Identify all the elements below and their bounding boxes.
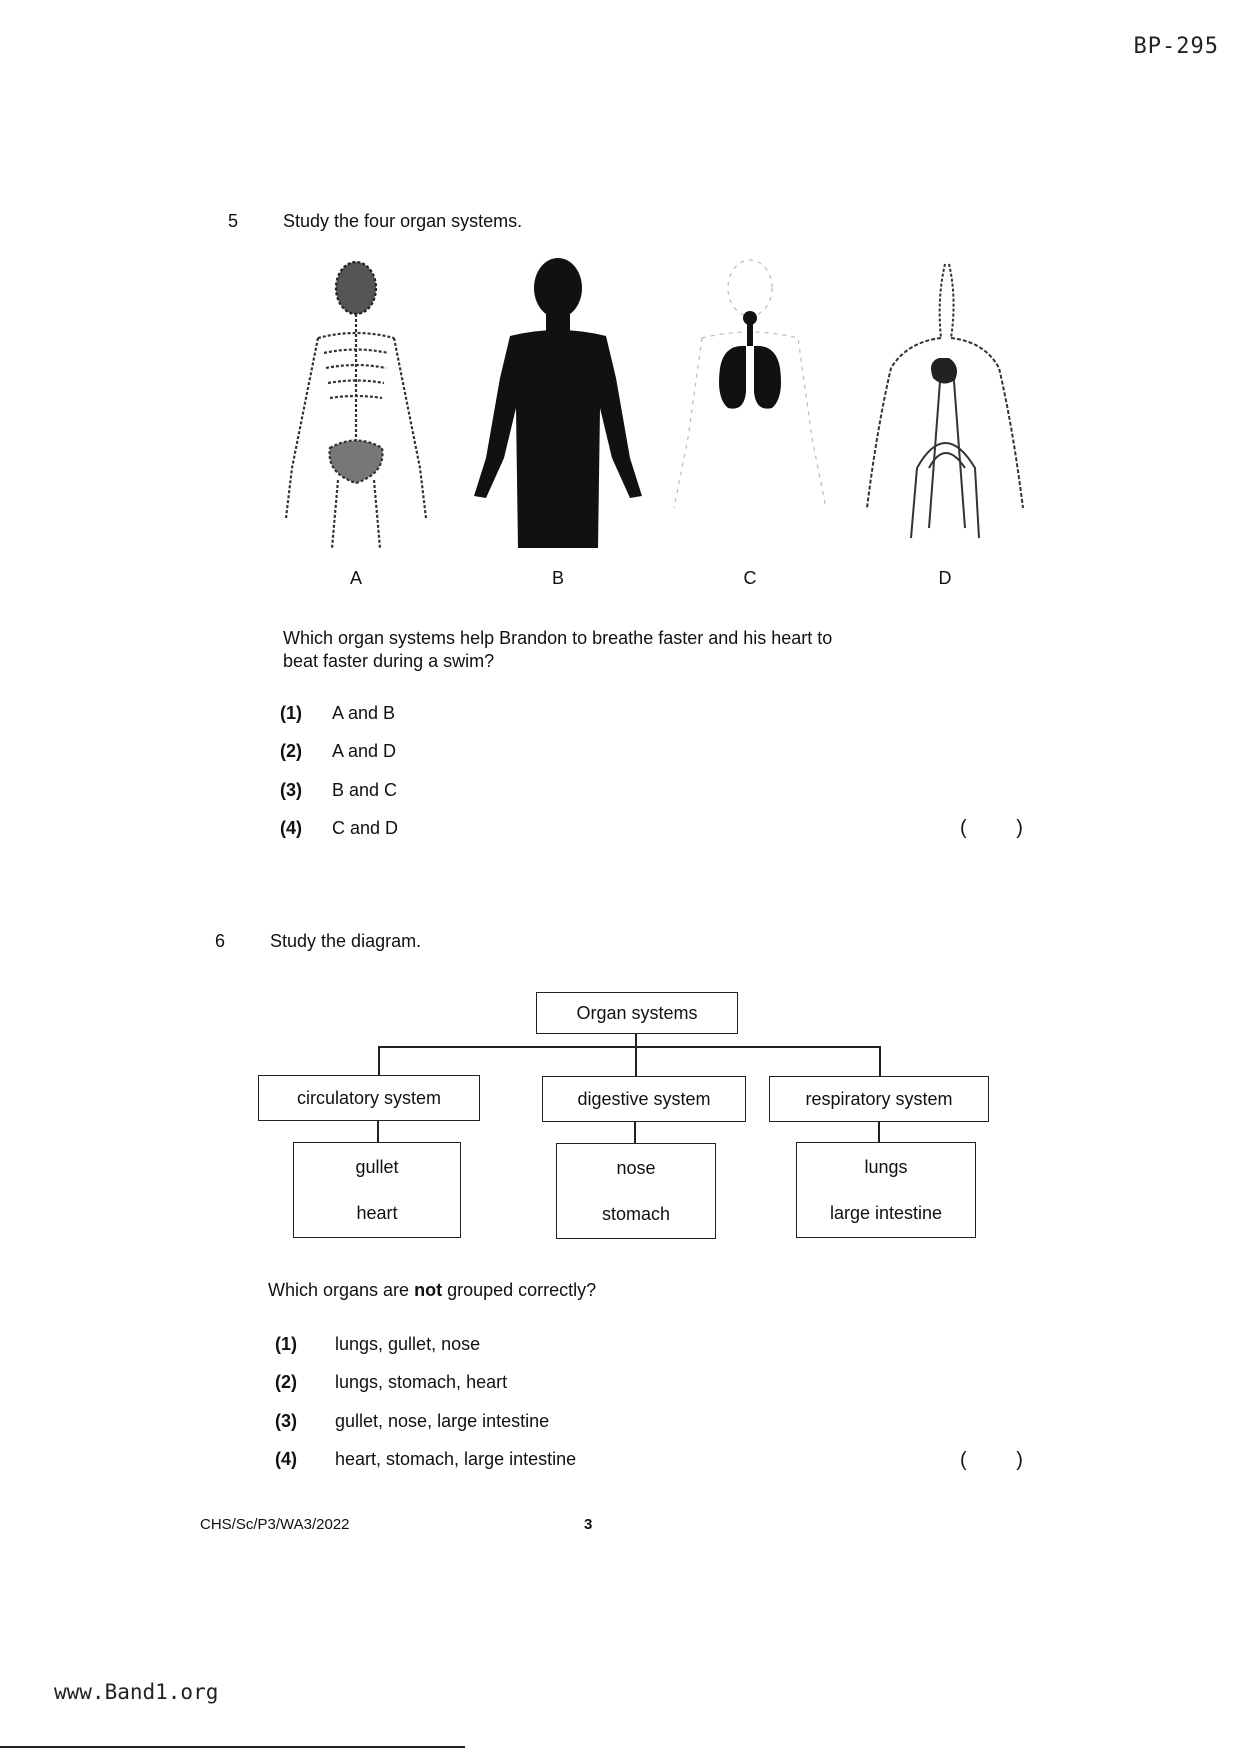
page-number: 3 — [584, 1516, 593, 1533]
figure-a-label: A — [349, 568, 362, 588]
category-digestive: digestive system — [542, 1076, 746, 1122]
organs-digestive — [556, 1143, 716, 1239]
q6-option-4-text: heart, stomach, large intestine — [335, 1449, 577, 1469]
category-circulatory: circulatory system — [258, 1075, 480, 1121]
body-silhouette-icon — [470, 258, 646, 558]
q5-option-4-num: (4) — [280, 818, 302, 838]
q6-option-2-text: lungs, stomach, heart — [335, 1372, 508, 1392]
q6-prompt: Study the diagram. — [270, 931, 422, 951]
figure-c — [662, 258, 838, 589]
q5-option-1-text: A and B — [332, 703, 396, 723]
q6-option-1-num: (1) — [275, 1334, 297, 1354]
q6-question-pre: Which organs are — [268, 1280, 415, 1300]
q5-option-4-text: C and D — [332, 818, 399, 838]
connector-circulatory — [377, 1120, 379, 1142]
organ-stomach: stomach — [601, 1204, 671, 1224]
paper-code: CHS/Sc/P3/WA3/2022 — [200, 1516, 350, 1533]
organ-large-intestine: large intestine — [829, 1203, 943, 1223]
q5-number: 5 — [228, 211, 239, 231]
q5-option-2-text: A and D — [332, 741, 397, 761]
organ-nose: nose — [616, 1158, 656, 1178]
q5-answer-bracket[interactable]: ( ) — [960, 817, 1045, 839]
q6-answer-bracket[interactable]: ( ) — [960, 1449, 1045, 1471]
q5-option-3-num: (3) — [280, 780, 302, 800]
branch-right — [879, 1046, 881, 1076]
q6-option-2[interactable] — [275, 1372, 507, 1393]
branch-left — [378, 1046, 380, 1076]
organs-respiratory — [796, 1142, 976, 1238]
website-watermark[interactable]: www.Band1.org — [54, 1680, 219, 1704]
q6-option-4-num: (4) — [275, 1449, 297, 1469]
q5-prompt: Study the four organ systems. — [283, 211, 523, 231]
q5-question-line2: beat faster during a swim? — [283, 651, 495, 671]
organ-heart: heart — [356, 1203, 398, 1223]
lungs-icon — [662, 258, 838, 558]
organs-circulatory — [293, 1142, 461, 1238]
q6-option-4[interactable] — [275, 1449, 576, 1470]
figure-c-label: C — [743, 568, 757, 588]
q6-option-3-num: (3) — [275, 1411, 297, 1431]
figure-b-label: B — [551, 568, 564, 588]
q5-option-2[interactable] — [280, 741, 396, 762]
q6-option-3-text: gullet, nose, large intestine — [335, 1411, 550, 1431]
q5-option-1-num: (1) — [280, 703, 302, 723]
q6-option-2-num: (2) — [275, 1372, 297, 1392]
q5-option-3[interactable] — [280, 780, 397, 801]
branch-line — [378, 1046, 880, 1048]
root-connector — [635, 1033, 637, 1047]
skeletal-system-icon — [268, 258, 444, 558]
connector-digestive — [634, 1121, 636, 1143]
q6-option-1[interactable] — [275, 1334, 480, 1355]
figure-a — [268, 258, 444, 589]
circulatory-system-icon — [857, 258, 1033, 558]
q5-option-4[interactable] — [280, 818, 398, 839]
q6-number: 6 — [215, 931, 226, 951]
q5-option-3-text: B and C — [332, 780, 398, 800]
organ-gullet: gullet — [355, 1157, 399, 1177]
connector-respiratory — [878, 1121, 880, 1143]
q5-option-1[interactable] — [280, 703, 395, 724]
q6-question-bold: not — [414, 1280, 443, 1300]
q6-question — [268, 1280, 596, 1301]
document-code: BP-295 — [1133, 34, 1219, 59]
q6-option-1-text: lungs, gullet, nose — [335, 1334, 481, 1354]
figure-d-label: D — [938, 568, 952, 588]
category-respiratory: respiratory system — [769, 1076, 989, 1122]
diagram-root: Organ systems — [536, 992, 738, 1034]
bottom-rule — [0, 1746, 465, 1748]
q5-question-line1: Which organ systems help Brandon to breathe faster and his heart to — [283, 628, 833, 648]
q5-option-2-num: (2) — [280, 741, 302, 761]
organ-lungs: lungs — [864, 1157, 908, 1177]
q6-question-post: grouped correctly? — [442, 1280, 597, 1300]
branch-middle — [635, 1046, 637, 1076]
figure-d — [857, 258, 1033, 589]
q6-option-3[interactable] — [275, 1411, 549, 1432]
figure-b — [470, 258, 646, 589]
